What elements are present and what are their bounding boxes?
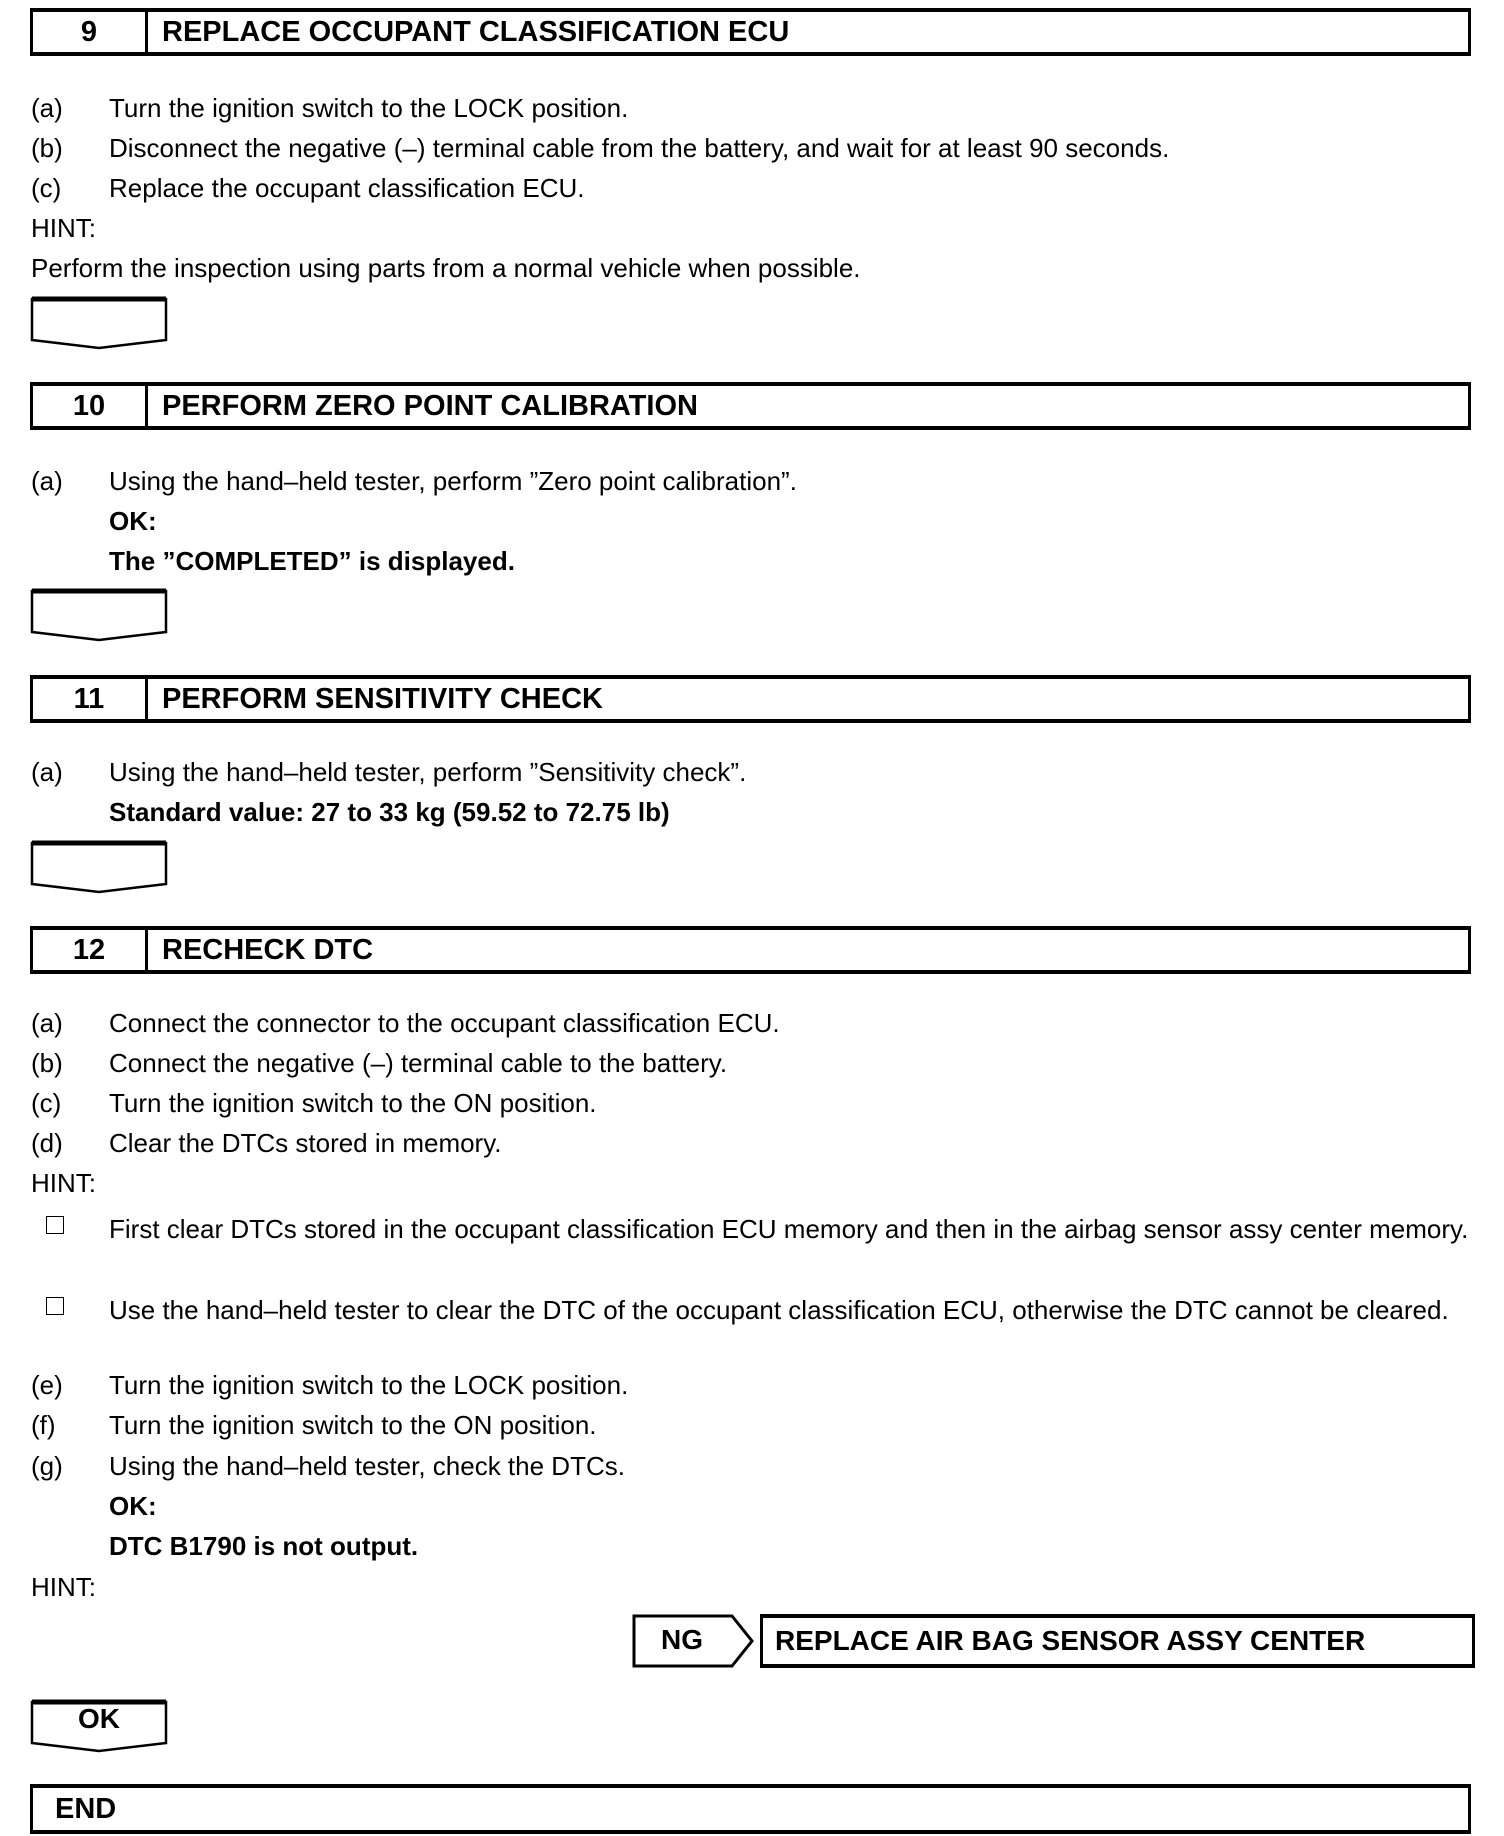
item-label: (e) xyxy=(31,1370,63,1400)
ng-result: REPLACE AIR BAG SENSOR ASSY CENTER xyxy=(760,1614,1475,1668)
step-number: 11 xyxy=(33,679,148,719)
item-label: (a) xyxy=(31,93,63,123)
ok-label: OK: xyxy=(109,1491,157,1521)
item-label: (f) xyxy=(31,1410,56,1440)
end-box xyxy=(30,1784,1471,1834)
flow-arrow-icon xyxy=(30,840,168,894)
flow-arrow-icon xyxy=(30,296,168,350)
item-text: Clear the DTCs stored in memory. xyxy=(109,1128,502,1158)
item-text: Turn the ignition switch to the LOCK position. xyxy=(109,1370,629,1400)
hint-label: HINT: xyxy=(31,1572,96,1602)
step-number: 10 xyxy=(33,386,148,426)
end-label: END xyxy=(55,1792,117,1825)
hint-bullet: First clear DTCs stored in the occupant classification ECU memory and then in the airbag sensor assy center memory. xyxy=(109,1214,1469,1244)
ng-branch xyxy=(632,1614,756,1668)
item-text: Connect the negative (–) terminal cable to the battery. xyxy=(109,1048,728,1078)
checkbox-bullet-icon xyxy=(46,1216,64,1234)
item-label: (b) xyxy=(31,133,63,163)
item-text: Using the hand–held tester, check the DTCs. xyxy=(109,1451,625,1481)
item-text: Turn the ignition switch to the ON position. xyxy=(109,1410,597,1440)
ok-label: OK: xyxy=(109,506,157,536)
step-title: RECHECK DTC xyxy=(162,933,374,966)
item-label: (c) xyxy=(31,173,62,203)
item-label: (a) xyxy=(31,757,63,787)
ok-arrow xyxy=(30,1699,168,1753)
step-11-header xyxy=(30,675,1471,723)
item-label: (a) xyxy=(31,1008,63,1038)
step-title: PERFORM SENSITIVITY CHECK xyxy=(162,682,603,715)
step-title: REPLACE OCCUPANT CLASSIFICATION ECU xyxy=(162,15,790,48)
step-number: 9 xyxy=(33,12,148,52)
hint-label: HINT: xyxy=(31,1168,96,1198)
item-text: Connect the connector to the occupant classification ECU. xyxy=(109,1008,780,1038)
step-12-header xyxy=(30,926,1471,974)
item-text: Turn the ignition switch to the ON position. xyxy=(109,1088,597,1118)
item-label: (a) xyxy=(31,466,63,496)
item-label: (c) xyxy=(31,1088,62,1118)
item-label: (b) xyxy=(31,1048,63,1078)
step-number: 12 xyxy=(33,930,148,970)
checkbox-bullet-icon xyxy=(46,1297,64,1315)
item-label: (d) xyxy=(31,1128,63,1158)
hint-bullet: Use the hand–held tester to clear the DTC of the occupant classification ECU, otherwise the DTC cannot be cleared. xyxy=(109,1295,1449,1325)
item-text: Disconnect the negative (–) terminal cable from the battery, and wait for at least 90 seconds. xyxy=(109,133,1170,163)
item-text: Replace the occupant classification ECU. xyxy=(109,173,585,203)
flow-arrow-icon xyxy=(30,588,168,642)
standard-value: Standard value: 27 to 33 kg (59.52 to 72.75 lb) xyxy=(109,797,670,827)
item-label: (g) xyxy=(31,1451,63,1481)
item-text: Turn the ignition switch to the LOCK position. xyxy=(109,93,629,123)
hint-label: HINT: xyxy=(31,213,96,243)
ok-arrow-label: OK xyxy=(78,1703,120,1734)
hint-text: Perform the inspection using parts from a normal vehicle when possible. xyxy=(31,253,861,283)
step-title: PERFORM ZERO POINT CALIBRATION xyxy=(162,389,698,422)
ok-text: DTC B1790 is not output. xyxy=(109,1531,419,1561)
item-text: Using the hand–held tester, perform ”Zero point calibration”. xyxy=(109,466,797,496)
ok-text: The ”COMPLETED” is displayed. xyxy=(109,546,515,576)
ng-label: NG xyxy=(661,1624,703,1655)
step-10-header xyxy=(30,382,1471,430)
step-9-header xyxy=(30,8,1471,56)
item-text: Using the hand–held tester, perform ”Sensitivity check”. xyxy=(109,757,747,787)
